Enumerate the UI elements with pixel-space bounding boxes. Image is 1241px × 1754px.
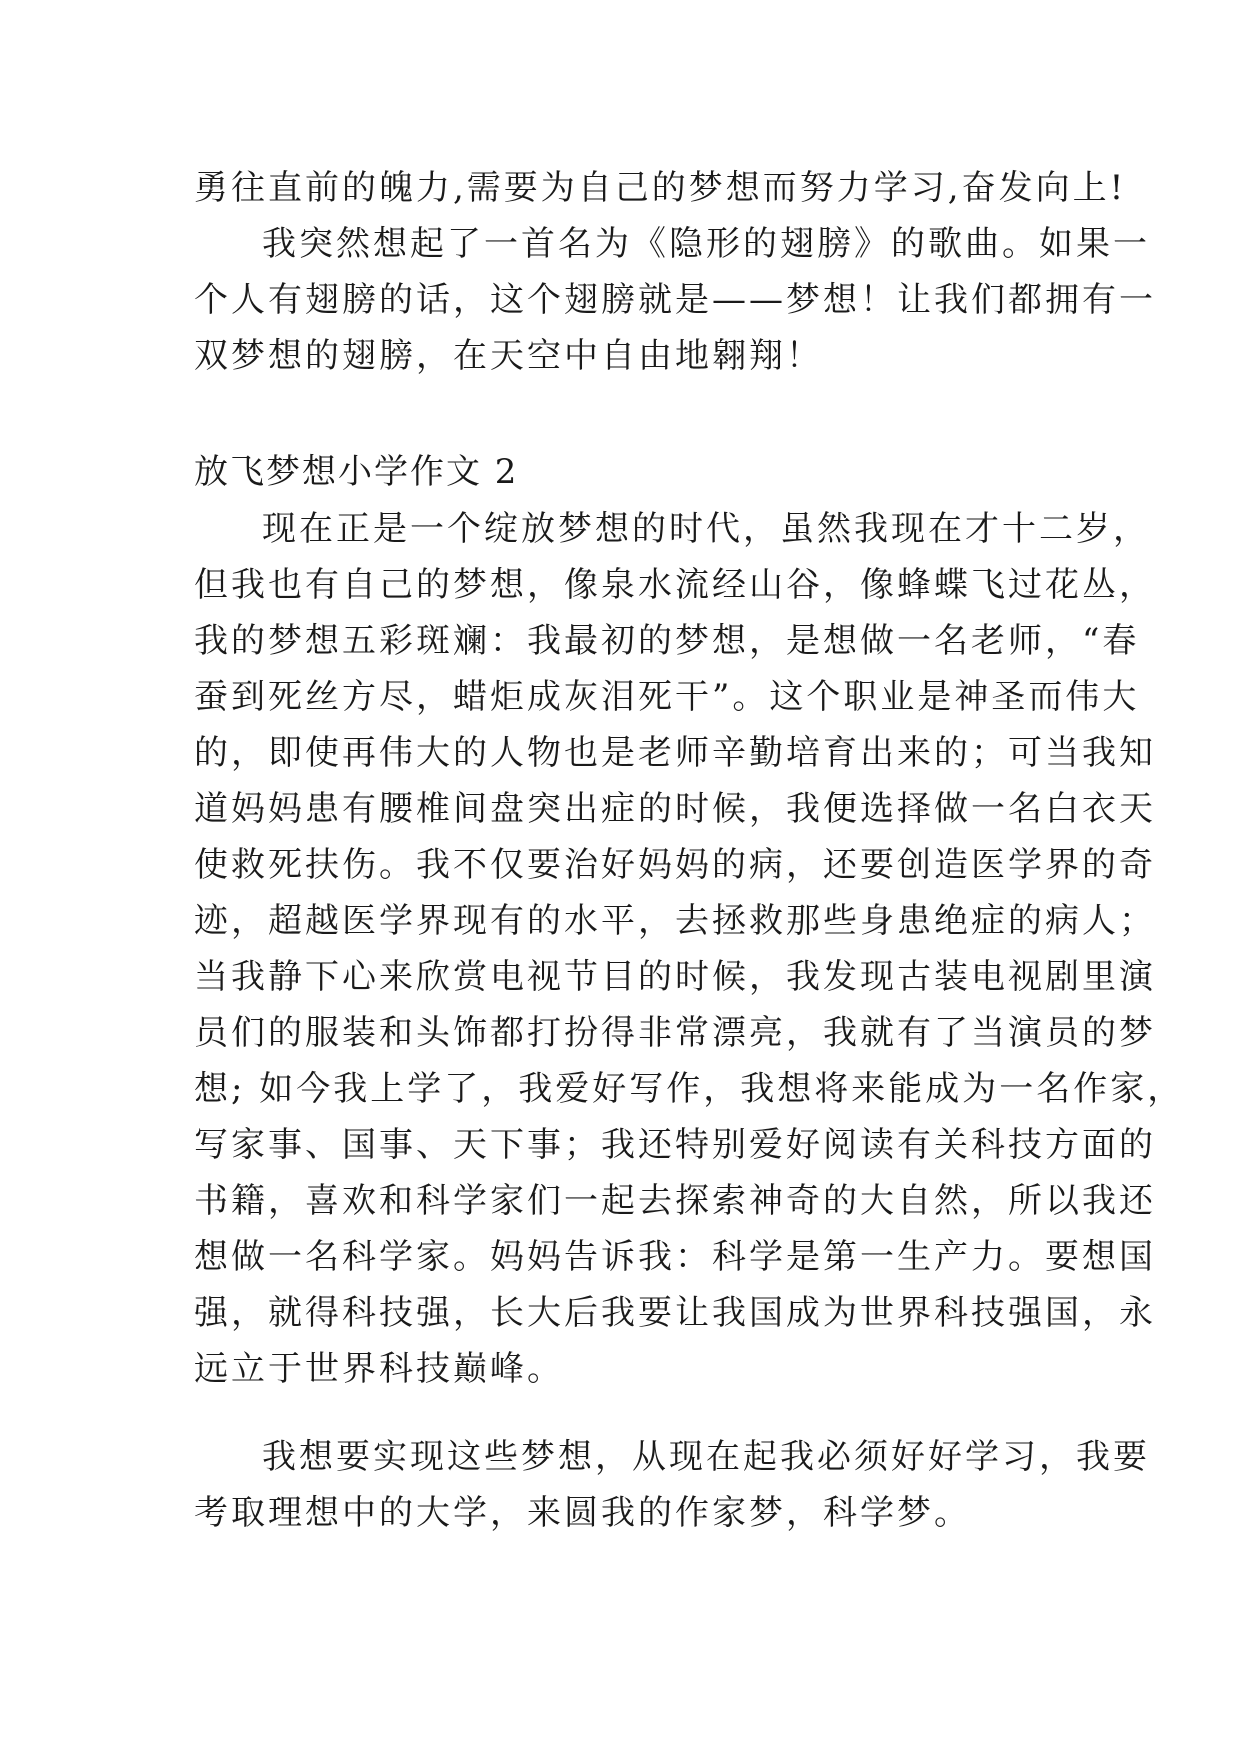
text-line: 想; 如今我上学了，我爱好写作，我想将来能成为一名作家， (194, 1069, 1185, 1109)
text-line: 但我也有自己的梦想，像泉水流经山谷，像蜂蝶飞过花丛， (194, 565, 1156, 605)
paragraph-start-line: 我想要实现这些梦想，从现在起我必须好好学习，我要 (262, 1437, 1150, 1477)
text-line: 迹，超越医学界现有的水平，去拯救那些身患绝症的病人； (194, 901, 1156, 941)
text-line: 道妈妈患有腰椎间盘突出症的时候，我便选择做一名白衣天 (194, 789, 1156, 829)
text-line: 双梦想的翅膀，在天空中自由地翱翔！ (194, 336, 823, 376)
section-heading: 放飞梦想小学作文 2 (194, 452, 519, 492)
text-line: 员们的服装和头饰都打扮得非常漂亮，我就有了当演员的梦 (194, 1013, 1156, 1053)
text-line: 书籍，喜欢和科学家们一起去探索神奇的大自然，所以我还 (194, 1181, 1156, 1221)
text-line: 写家事、国事、天下事；我还特别爱好阅读有关科技方面的 (194, 1125, 1156, 1165)
text-line: 考取理想中的大学，来圆我的作家梦，科学梦。 (194, 1493, 971, 1533)
text-line: 使救死扶伤。我不仅要治好妈妈的病，还要创造医学界的奇 (194, 845, 1156, 885)
text-line: 个人有翅膀的话，这个翅膀就是——梦想！让我们都拥有一 (194, 280, 1156, 320)
paragraph-start-line: 我突然想起了一首名为《隐形的翅膀》的歌曲。如果一 (262, 224, 1150, 264)
paragraph-start-line: 现在正是一个绽放梦想的时代，虽然我现在才十二岁， (262, 509, 1150, 549)
text-line: 当我静下心来欣赏电视节目的时候，我发现古装电视剧里演 (194, 957, 1156, 997)
text-line: 远立于世界科技巅峰。 (194, 1349, 564, 1389)
text-line: 想做一名科学家。妈妈告诉我：科学是第一生产力。要想国 (194, 1237, 1156, 1277)
text-line: 我的梦想五彩斑斓：我最初的梦想，是想做一名老师，“春 (194, 621, 1140, 661)
text-line: 强，就得科技强，长大后我要让我国成为世界科技强国，永 (194, 1293, 1156, 1333)
text-line: 勇往直前的魄力,需要为自己的梦想而努力学习,奋发向上! (194, 168, 1127, 208)
text-line: 的，即使再伟大的人物也是老师辛勤培育出来的；可当我知 (194, 733, 1156, 773)
text-line: 蚕到死丝方尽，蜡炬成灰泪死干”。这个职业是神圣而伟大 (194, 677, 1140, 717)
